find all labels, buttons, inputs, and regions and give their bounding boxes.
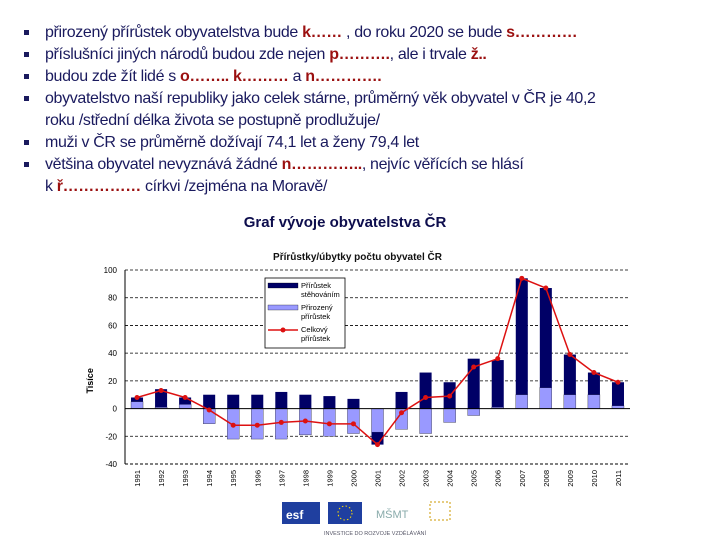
bar-natural-2000: [347, 409, 359, 434]
text-run: obyvatelstva bude: [170, 24, 303, 41]
y-tick-label: 60: [108, 321, 117, 331]
legend-marker: [281, 328, 286, 333]
legend-swatch: [268, 305, 298, 310]
point-total-1992: [159, 388, 164, 393]
bar-migration-1999: [323, 396, 335, 408]
text-run: k: [45, 178, 57, 195]
legend-label: Přirozený přírůstek: [301, 303, 333, 321]
bar-migration-1996: [251, 395, 263, 409]
point-total-2002: [399, 410, 404, 415]
text-run: obyvatelstvo naší republiky jako celek stárne, průměrný věk obyvatel v ČR je: [45, 90, 566, 107]
text-run: ,: [341, 24, 355, 41]
bar-natural-2005: [468, 409, 480, 416]
x-tick-label: 1998: [301, 470, 311, 487]
legend-label: Přírůstek stěhováním: [301, 281, 340, 299]
point-total-1999: [327, 421, 332, 426]
text-run: n…………..: [281, 156, 362, 173]
text-run: 79,4 let: [369, 134, 419, 151]
x-tick-label: 2009: [565, 470, 575, 487]
graph-heading: Graf vývoje obyvatelstva ČR: [243, 214, 447, 231]
bar-natural-2008: [540, 388, 552, 409]
point-total-1995: [231, 423, 236, 428]
bar-migration-1997: [275, 392, 287, 409]
text-run: budou zde nejen: [207, 46, 330, 63]
chart-title: Přírůstky/úbytky počtu obyvatel ČR: [273, 252, 442, 263]
text-run: p……….: [329, 46, 390, 63]
y-tick-label: 20: [108, 376, 117, 386]
x-tick-label: 2002: [397, 470, 407, 487]
x-tick-label: 2000: [349, 470, 359, 487]
y-tick-label: 40: [108, 349, 117, 359]
text-run: 74,1 let: [266, 134, 316, 151]
eu-flag-logo: [328, 502, 362, 524]
y-tick-label: -20: [105, 432, 117, 442]
x-tick-label: 2001: [373, 470, 383, 487]
text-run: , nejvíc věřících se hlásí: [361, 156, 524, 173]
text-run: , ale i trvale: [389, 46, 471, 63]
text-run: ř……………: [56, 178, 141, 195]
y-tick-label: 0: [112, 404, 117, 414]
msmt-logo: MŠMT: [376, 509, 409, 521]
x-tick-label: 2010: [589, 470, 599, 487]
text-run: muži: [45, 134, 78, 151]
text-run: příslušníci: [45, 46, 118, 63]
text-run: n………….: [305, 68, 382, 85]
bar-migration-1994: [203, 395, 215, 409]
text-run: o…….. k………: [179, 68, 289, 85]
text-run: do roku 2020 se bude: [354, 24, 507, 41]
text-run: většina obyvatel: [45, 156, 159, 173]
bar-natural-2010: [588, 395, 600, 409]
legend-label: Celkový přírůstek: [301, 325, 331, 343]
point-total-2008: [543, 286, 548, 291]
bar-migration-1995: [227, 395, 239, 409]
x-tick-label: 1994: [205, 470, 215, 487]
point-total-2004: [447, 394, 452, 399]
x-tick-label: 2003: [421, 470, 431, 487]
bar-migration-2008: [540, 288, 552, 388]
point-total-2001: [375, 442, 380, 447]
x-tick-label: 2008: [541, 470, 551, 487]
text-run: žádné: [231, 156, 282, 173]
text-run: k……: [302, 24, 342, 41]
point-total-2005: [471, 365, 476, 370]
population-chart: [75, 245, 645, 495]
bar-migration-2006: [492, 360, 504, 407]
bullet-item: [22, 88, 712, 132]
x-tick-label: 1991: [133, 470, 143, 487]
point-total-2006: [495, 356, 500, 361]
x-tick-label: 1997: [277, 470, 287, 487]
bar-natural-2007: [516, 395, 528, 409]
text-run: s…………: [506, 24, 578, 41]
text-run: v ČR se průměrně dožívají: [77, 134, 267, 151]
x-tick-label: 2007: [517, 470, 527, 487]
bar-natural-2003: [420, 409, 432, 434]
bar-natural-1991: [131, 402, 143, 409]
bullet-list: [22, 22, 712, 198]
bar-migration-2011: [612, 382, 624, 406]
bar-migration-2000: [347, 399, 359, 409]
text-run: ž..: [470, 46, 487, 63]
text-run: 40,2: [565, 90, 596, 107]
x-tick-label: 2004: [445, 470, 455, 487]
bar-migration-2007: [516, 278, 528, 394]
point-total-1998: [303, 419, 308, 424]
x-tick-label: 1996: [253, 470, 263, 487]
point-total-2011: [615, 380, 620, 385]
text-run: roku: [45, 112, 75, 129]
region-logo: [430, 502, 450, 520]
text-run: nevyznává: [158, 156, 232, 173]
footer-logos: [280, 498, 470, 538]
point-total-2010: [591, 370, 596, 375]
point-total-1997: [279, 420, 284, 425]
svg-text:esf: esf: [286, 508, 304, 522]
bar-migration-1998: [299, 395, 311, 409]
point-total-1994: [207, 407, 212, 412]
y-tick-label: 100: [103, 266, 117, 275]
bar-migration-2010: [588, 373, 600, 395]
text-run: a: [288, 68, 306, 85]
bar-natural-2001: [371, 409, 383, 433]
x-tick-label: 1993: [181, 470, 191, 487]
bar-migration-2009: [564, 355, 576, 395]
y-tick-label: 80: [108, 293, 117, 303]
y-tick-label: -40: [105, 460, 117, 469]
bar-migration-2003: [420, 373, 432, 409]
bullet-item: [22, 154, 712, 198]
bar-migration-2002: [396, 392, 408, 409]
legend-swatch: [268, 283, 298, 288]
text-run: budou zde žít lidé s: [45, 68, 180, 85]
text-run: jiných národů: [117, 46, 208, 63]
bullet-item: [22, 132, 712, 154]
point-total-2003: [423, 395, 428, 400]
x-tick-label: 2011: [613, 470, 623, 487]
point-total-2000: [351, 421, 356, 426]
point-total-2007: [519, 276, 524, 281]
x-tick-label: 1992: [157, 470, 167, 487]
text-run: a ženy: [315, 134, 370, 151]
x-tick-label: 1999: [325, 470, 335, 487]
point-total-1991: [135, 395, 140, 400]
point-total-1996: [255, 423, 260, 428]
text-run: církvi: [140, 178, 181, 195]
text-run: /zejména na Moravě/: [180, 178, 328, 195]
x-tick-label: 1995: [229, 470, 239, 487]
bar-natural-2004: [444, 409, 456, 423]
text-run: /střední délka života se postupně prodlužuje/: [74, 112, 380, 129]
bar-natural-2009: [564, 395, 576, 409]
y-axis-label: Tisíce: [85, 368, 95, 394]
bullet-item: [22, 66, 712, 88]
bar-natural-1993: [179, 404, 191, 408]
bullet-item: [22, 22, 712, 44]
text-run: přirozený přírůstek: [45, 24, 171, 41]
point-total-1993: [183, 395, 188, 400]
bullet-item: [22, 44, 712, 66]
x-tick-label: 2006: [493, 470, 503, 487]
point-total-2009: [567, 352, 572, 357]
footer-slogan: INVESTICE DO ROZVOJE VZDĚLÁVÁNÍ: [323, 531, 427, 537]
x-tick-label: 2005: [469, 470, 479, 487]
